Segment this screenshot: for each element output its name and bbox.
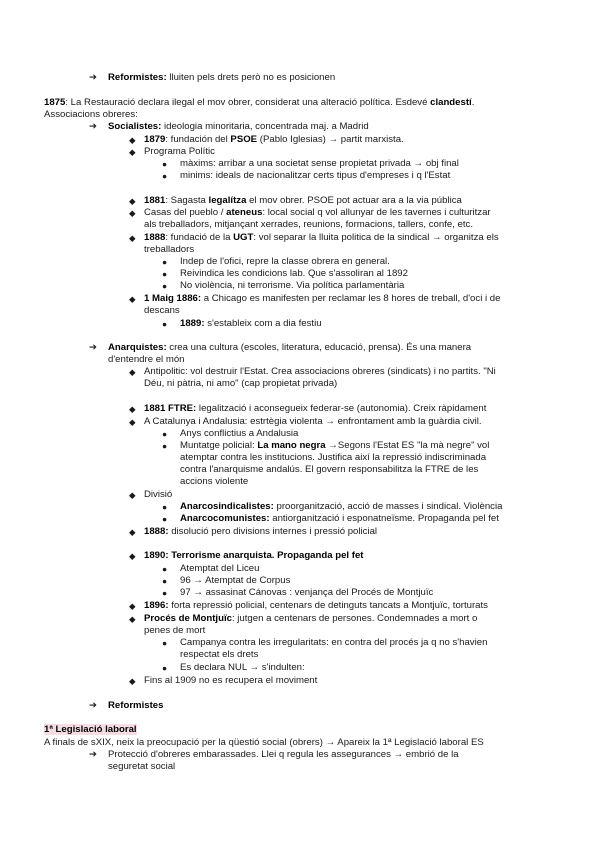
legislacio-line: A finals de sXIX, neix la preocupació per la qüestió social (obrers) → Apareix la 1ª Legislació laboral ES	[44, 737, 484, 748]
diamond-bullet: ◆	[129, 294, 136, 304]
proteccio-line: Protecció d'obreres embarassades. Llei q regula les assegurances → embrió de la	[108, 749, 459, 760]
dot-bullet: ●	[162, 502, 168, 512]
catalunya-line: A Catalunya i Andalusia: estrtègia violenta → enfrontament amb la guàrdia civil.	[144, 416, 482, 427]
ugt-line-2: treballadors	[144, 244, 195, 255]
festiu-line: 1889: s'estableix com a dia festiu	[180, 318, 322, 329]
psoe-line: 1879: fundación del PSOE (Pablo Iglesias) → partit marxista.	[144, 134, 404, 145]
dot-bullet: ●	[162, 159, 168, 169]
casas-line-2: als treballadors, mitjançant xerrades, reunions, formacions, tallers, confe, etc.	[144, 219, 474, 230]
dot-bullet: ●	[162, 429, 168, 439]
canovas-line: 97 → assasinat Cánovas : venjança del Procés de Montjuïc	[180, 587, 434, 598]
dot-bullet: ●	[162, 441, 168, 451]
maig-line-2: descans	[144, 305, 180, 316]
ugt-point: No violència, ni terrorisme. Via política parlamentària	[180, 280, 405, 291]
terrorisme-line: 1890: Terrorisme anarquista. Propaganda pel fet	[144, 550, 364, 561]
reformistes-heading: Reformistes	[108, 700, 164, 711]
anarquistes-line-2: d'entendre el món	[108, 354, 185, 365]
anarcosindicalistes-line: Anarcosindicalistes: proorganització, acció de masses i sindical. Violència	[180, 501, 503, 512]
anys-line: Anys conflictius a Andalusia	[180, 428, 299, 439]
diamond-bullet: ◆	[129, 367, 136, 377]
nul-line: Es declara NUL → s'indulten:	[180, 662, 305, 673]
antipolitic-line: Antipolitic: vol destruir l'Estat. Crea associacions obreres (sindicats) i no partits. "Ni	[144, 366, 496, 377]
programa-line: Programa Polític	[144, 146, 215, 157]
divisio-line: Divisió	[144, 489, 173, 500]
dot-bullet: ●	[162, 171, 168, 181]
dot-bullet: ●	[162, 576, 168, 586]
dot-bullet: ●	[162, 663, 168, 673]
diamond-bullet: ◆	[129, 527, 136, 537]
dot-bullet: ●	[162, 638, 168, 648]
arrow-bullet: ➔	[89, 700, 97, 711]
anarquistes-line: Anarquistes: crea una cultura (escoles, literatura, educació, prensa). És una manera	[108, 342, 472, 353]
diamond-bullet: ◆	[129, 233, 136, 243]
ugt-line: 1888: fundació de la UGT: vol separar la lluita politica de la sindical → organitza els	[144, 232, 499, 243]
maxims-line: màxims: arribar a una societat sense propietat privada → obj final	[180, 158, 459, 169]
arrow-bullet: ➔	[89, 342, 97, 353]
diamond-bullet: ◆	[129, 417, 136, 427]
ftre-line: 1881 FTRE: legalització i aconsegueix federar-se (autonomia). Creix ràpidament	[144, 403, 487, 414]
ugt-point: Reivindica les condicions lab. Que s'assoliran al 1892	[180, 268, 408, 279]
socialistes-line: Socialistes: ideologia minoritaria, concentrada maj. a Madrid	[108, 121, 369, 132]
dot-bullet: ●	[162, 281, 168, 291]
muntatge-line-3: contra l'anarquisme andalús. El govern responsabilitza la FTRE de les	[180, 464, 479, 475]
corpus-line: 96 → Atemptat de Corpus	[180, 575, 291, 586]
dot-bullet: ●	[162, 588, 168, 598]
dot-bullet: ●	[162, 257, 168, 267]
diamond-bullet: ◆	[129, 490, 136, 500]
diamond-bullet: ◆	[129, 551, 136, 561]
repressio-line: 1896: forta repressió policial, centenars de detinguts tancats a Montjuïc, torturats	[144, 600, 488, 611]
minims-line: minims: ideals de nacionalitzar certs tipus d'empreses i q l'Estat	[180, 170, 451, 181]
diamond-bullet: ◆	[129, 208, 136, 218]
sagasta-line: 1881: Sagasta legalítza el mov obrer. PSOE pot actuar ara a la via pública	[144, 195, 462, 206]
disolucio-line: 1888: disolució pero divisions internes i pressió policial	[144, 526, 378, 537]
muntatge-line: Muntatge policial: La mano negra →Segons l'Estat ES "la mà negre" vol	[180, 440, 490, 451]
diamond-bullet: ◆	[129, 614, 136, 624]
diamond-bullet: ◆	[129, 196, 136, 206]
muntatge-line-2: atemptar contra les institucions. Justifica així la repressió indiscriminada	[180, 452, 487, 463]
maig-line: 1 Maig 1886: a Chicago es manifesten per reclamar les 8 hores de treball, d'oci i de	[144, 293, 501, 304]
reformistes-line: Reformistes: lluiten pels drets però no es posicionen	[108, 72, 336, 83]
anarcocomunistes-line: Anarcocomunistes: antiorganització i esponatneïsme. Propaganda pel fet	[180, 513, 499, 524]
associacions-line: Associacions obreres:	[44, 109, 138, 120]
proces-line-2: penes de mort	[144, 625, 206, 636]
diamond-bullet: ◆	[129, 404, 136, 414]
dot-bullet: ●	[162, 269, 168, 279]
restauracio-line: 1875: La Restauració declara ilegal el mov obrer, considerat una alteració política. Esdevé clandestí.	[44, 97, 475, 108]
liceu-line: Atemptat del Liceu	[180, 563, 260, 574]
dot-bullet: ●	[162, 514, 168, 524]
proteccio-line-2: seguretat social	[108, 761, 176, 772]
dot-bullet: ●	[162, 564, 168, 574]
fins-line: Fins al 1909 no es recupera el moviment	[144, 675, 318, 686]
arrow-bullet: ➔	[89, 72, 97, 83]
campanya-line: Campanya contra les irregularitats: en contra del procés ja q no s'havien	[180, 637, 488, 648]
diamond-bullet: ◆	[129, 601, 136, 611]
casas-line: Casas del pueblo / ateneus: local social q vol allunyar de les tavernes i culturitzar	[144, 207, 491, 218]
arrow-bullet: ➔	[89, 749, 97, 760]
dot-bullet: ●	[162, 319, 168, 329]
proces-line: Procés de Montjuïc: jutgen a centenars de persones. Condemnades a mort o	[144, 613, 478, 624]
legislacio-title: 1ª Legislació laboral	[44, 724, 137, 735]
arrow-bullet: ➔	[89, 121, 97, 132]
muntatge-line-4: accions violente	[180, 476, 249, 487]
antipolitic-line-2: Déu, ni pàtria, ni amo" (cap propietat privada)	[144, 378, 338, 389]
diamond-bullet: ◆	[129, 147, 136, 157]
diamond-bullet: ◆	[129, 676, 136, 686]
diamond-bullet: ◆	[129, 135, 136, 145]
campanya-line-2: respectat els drets	[180, 649, 259, 660]
ugt-point: Indep de l'ofici, repre la classe obrera en general.	[180, 256, 390, 267]
